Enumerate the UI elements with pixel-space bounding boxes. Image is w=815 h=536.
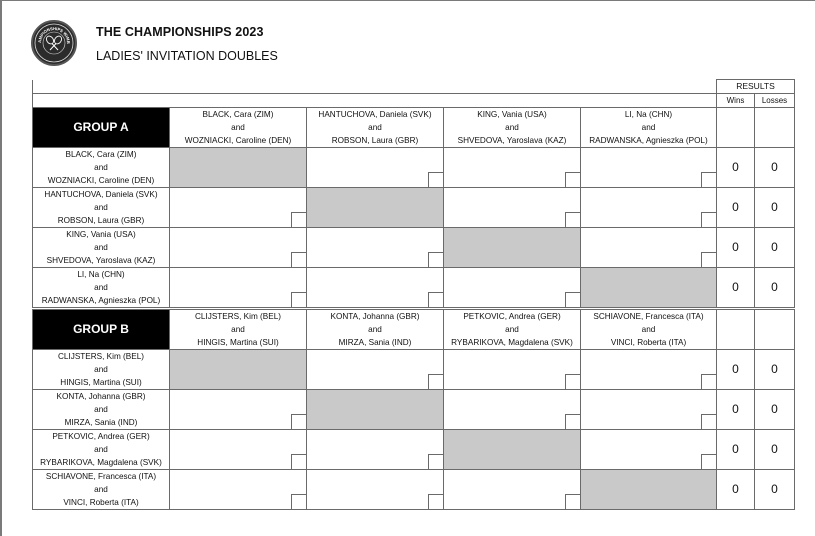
wins-value: 0 [717,430,755,470]
table-row [33,268,795,308]
column-pair-header: KING, Vania (USA) and SHVEDOVA, Yaroslava (KAZ) [444,108,581,148]
score-cell[interactable] [444,268,581,308]
row-pair-label: PETKOVIC, Andrea (GER) and RYBARIKOVA, Magdalena (SVK) [33,430,170,470]
score-cell[interactable] [307,228,444,268]
row-pair-label: HANTUCHOVA, Daniela (SVK) and ROBSON, Laura (GBR) [33,188,170,228]
crossed-rackets-icon [33,22,75,64]
score-cell[interactable] [444,188,581,228]
row-pair-label: BLACK, Cara (ZIM) and WOZNIACKI, Caroline (DEN) [33,148,170,188]
self-match-cell [170,148,307,188]
self-match-cell [307,390,444,430]
row-pair-label: KONTA, Johanna (GBR) and MIRZA, Sania (IND) [33,390,170,430]
wins-value: 0 [717,188,755,228]
self-match-cell [307,188,444,228]
group-b-table [32,309,795,510]
self-match-cell [581,470,717,510]
column-pair-header: HANTUCHOVA, Daniela (SVK) and ROBSON, Laura (GBR) [307,108,444,148]
wins-value: 0 [717,268,755,308]
score-cell[interactable] [581,430,717,470]
column-pair-header: PETKOVIC, Andrea (GER) and RYBARIKOVA, Magdalena (SVK) [444,310,581,350]
losses-value: 0 [755,390,795,430]
score-cell[interactable] [444,390,581,430]
wins-value: 0 [717,350,755,390]
page-subtitle: LADIES' INVITATION DOUBLES [96,49,278,63]
self-match-cell [170,350,307,390]
losses-value: 0 [755,430,795,470]
score-cell[interactable] [170,470,307,510]
row-pair-label: SCHIAVONE, Francesca (ITA) and VINCI, Roberta (ITA) [33,470,170,510]
losses-value: 0 [755,228,795,268]
score-cell[interactable] [444,470,581,510]
table-row [33,390,795,430]
page-edge-left [0,0,2,536]
table-row [33,470,795,510]
wins-value: 0 [717,148,755,188]
score-cell[interactable] [444,148,581,188]
row-pair-label: CLIJSTERS, Kim (BEL) and HINGIS, Martina (SUI) [33,350,170,390]
score-cell[interactable] [170,390,307,430]
losses-value: 0 [755,188,795,228]
score-cell[interactable] [581,390,717,430]
score-cell[interactable] [444,350,581,390]
score-cell[interactable] [307,148,444,188]
group-header: GROUP B [33,310,170,350]
score-cell[interactable] [307,470,444,510]
table-row [33,228,795,268]
wimbledon-logo [31,20,77,66]
column-pair-header: CLIJSTERS, Kim (BEL) and HINGIS, Martina (SUI) [170,310,307,350]
wins-value: 0 [717,228,755,268]
score-cell[interactable] [307,350,444,390]
wins-value: 0 [717,390,755,430]
self-match-cell [581,268,717,308]
row-pair-label: LI, Na (CHN) and RADWANSKA, Agnieszka (POL) [33,268,170,308]
score-cell[interactable] [307,268,444,308]
table-row [33,188,795,228]
score-cell[interactable] [581,350,717,390]
score-cell[interactable] [170,188,307,228]
wins-value: 0 [717,470,755,510]
self-match-cell [444,228,581,268]
losses-value: 0 [755,350,795,390]
losses-value: 0 [755,470,795,510]
losses-value: 0 [755,268,795,308]
score-cell[interactable] [170,228,307,268]
group-a-table [32,79,795,308]
wins-header: Wins [717,94,755,108]
losses-header: Losses [755,94,795,108]
page-edge-top [0,0,815,1]
results-label: RESULTS [717,80,795,94]
group-header: GROUP A [33,108,170,148]
page-title: THE CHAMPIONSHIPS 2023 [96,25,264,39]
table-row [33,148,795,188]
score-cell[interactable] [581,148,717,188]
score-cell[interactable] [170,430,307,470]
column-pair-header: BLACK, Cara (ZIM) and WOZNIACKI, Caroline (DEN) [170,108,307,148]
table-row [33,350,795,390]
column-pair-header: SCHIAVONE, Francesca (ITA) and VINCI, Roberta (ITA) [581,310,717,350]
logo-text: AMPIONSHIPS WIMB [36,25,72,44]
row-pair-label: KING, Vania (USA) and SHVEDOVA, Yaroslava (KAZ) [33,228,170,268]
column-pair-header: KONTA, Johanna (GBR) and MIRZA, Sania (IND) [307,310,444,350]
column-pair-header: LI, Na (CHN) and RADWANSKA, Agnieszka (POL) [581,108,717,148]
losses-value: 0 [755,148,795,188]
score-cell[interactable] [581,228,717,268]
score-cell[interactable] [307,430,444,470]
score-cell[interactable] [581,188,717,228]
self-match-cell [444,430,581,470]
table-row [33,430,795,470]
score-cell[interactable] [170,268,307,308]
